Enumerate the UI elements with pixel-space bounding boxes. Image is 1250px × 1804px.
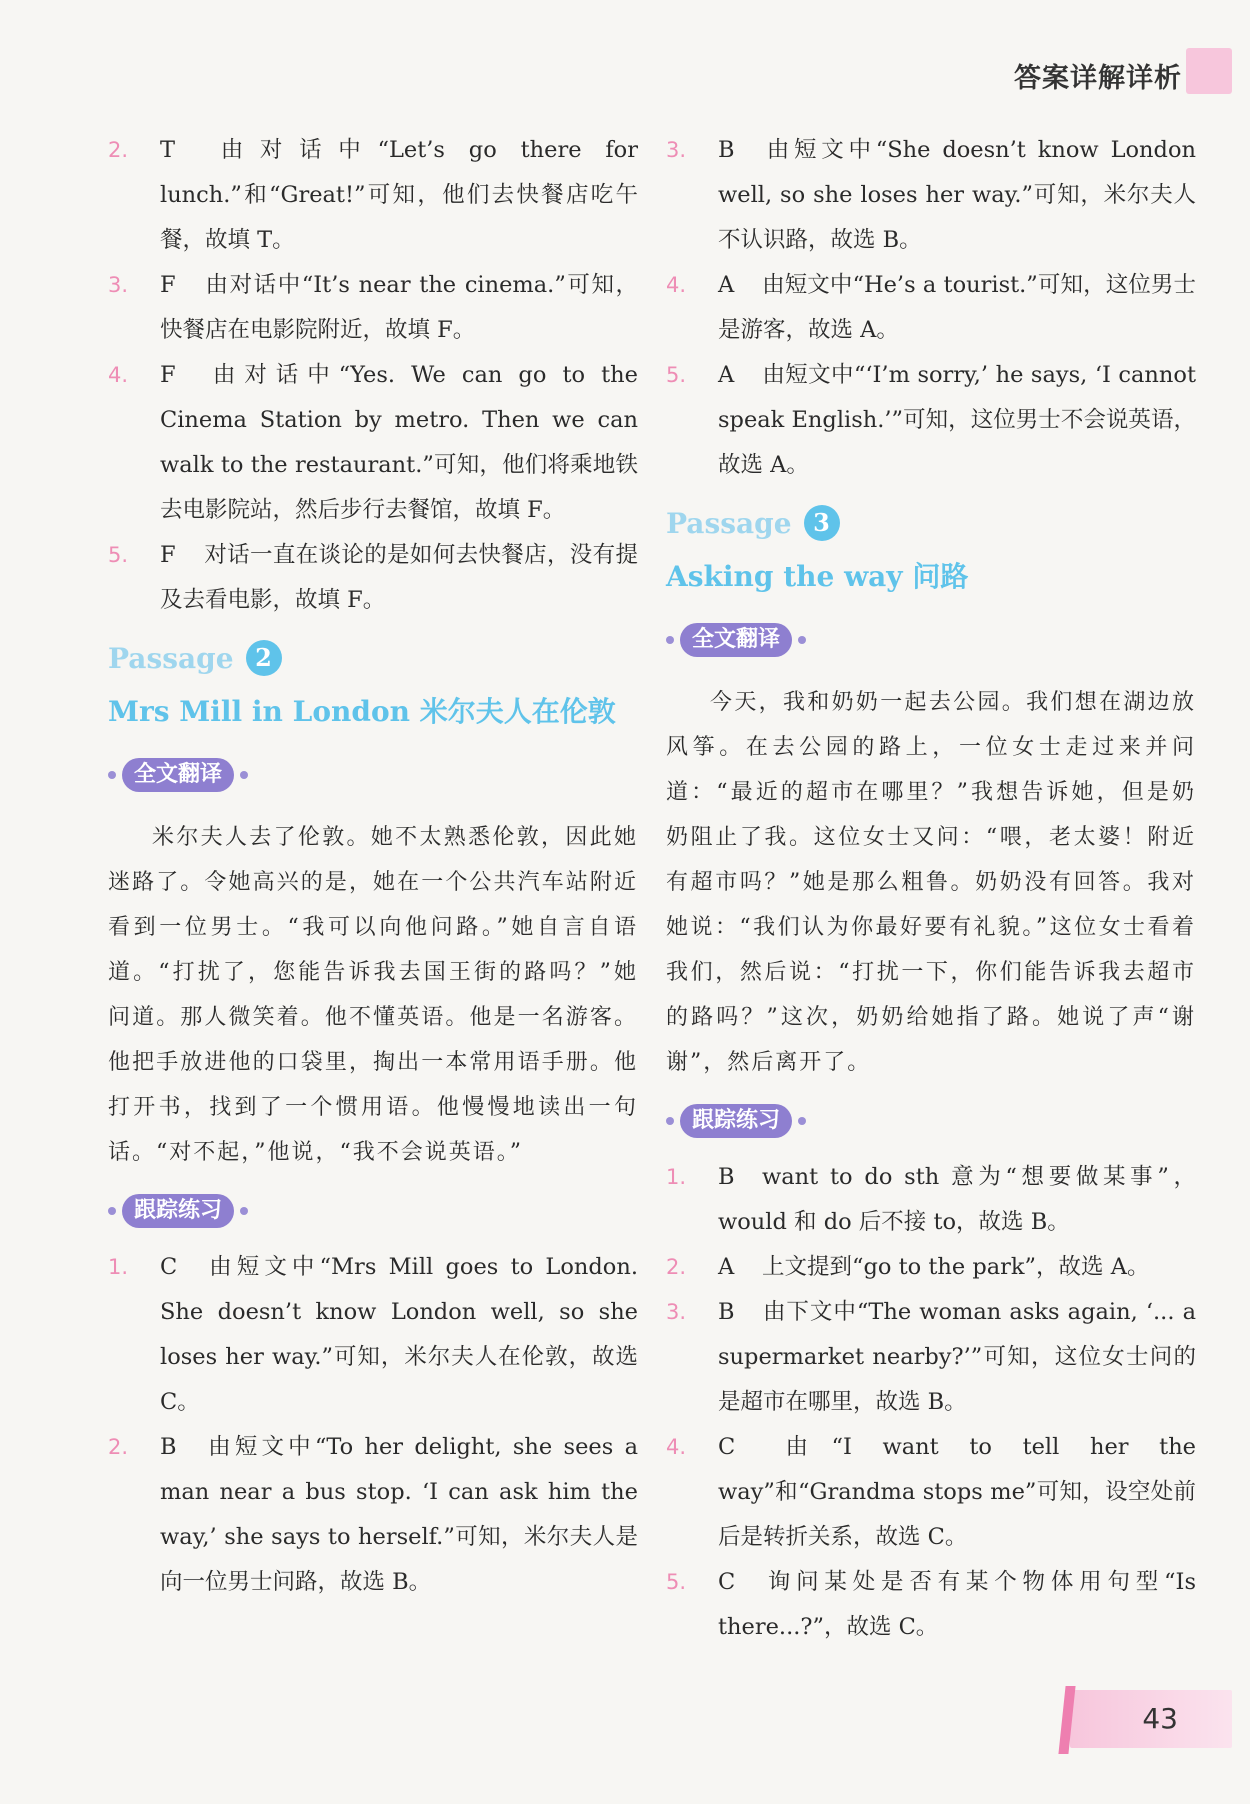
answer-item: 4. F 由对话中“Yes. We can go to the Cinema Station by metro. Then we can walk to the restaurant.”可知，他们将乘地铁去电影院站，然后步行去餐馆，故填 F。	[108, 362, 638, 523]
left-column	[108, 128, 638, 1605]
answer-item: 3. B 由下文中“The woman asks again, ‘... a supermarket nearby?’”可知，这位女士问的是超市在哪里，故选 B。	[666, 1299, 1196, 1415]
answer-item: 2. T 由对话中“Let’s go there for lunch.”和“Great!”可知，他们去快餐店吃午餐，故填 T。	[108, 137, 638, 253]
answer-item: 3. F 由对话中“It’s near the cinema.”可知，快餐店在电影院附近，故填 F。	[108, 272, 638, 343]
passage-heading: Passage 3	[666, 496, 1196, 550]
page-number: 43	[1142, 1702, 1178, 1735]
dot-icon	[240, 771, 248, 779]
answer-item: 5. C 询问某处是否有某个物体用句型“Is there...?”，故选 C。	[666, 1569, 1196, 1640]
dot-icon	[666, 1117, 674, 1125]
answer-item: 1. C 由短文中“Mrs Mill goes to London. She doesn’t know London well, so she loses her way.”可知，米尔夫人在伦敦，故选 C。	[108, 1254, 638, 1415]
answer-item: 4. C 由“I want to tell her the way”和“Grandma stops me”可知，设空处前后是转折关系，故选 C。	[666, 1434, 1196, 1550]
section-tag-translation: 全文翻译	[108, 755, 638, 795]
section-tag-practice: 跟踪练习	[666, 1101, 1196, 1141]
translation-paragraph: 米尔夫人去了伦敦。她不太熟悉伦敦，因此她迷路了。令她高兴的是，她在一个公共汽车站附近看到一位男士。“我可以向他问路。”她自言自语道。“打扰了，您能告诉我去国王街的路吗？”她问道。那人微笑着。他不懂英语。他是一名游客。他把手放进他的口袋里，掏出一本常用语手册。他打开书，找到了一个惯用语。他慢慢地读出一句话。“对不起，”他说，“我不会说英语。”	[108, 825, 638, 1165]
right-column	[666, 128, 1196, 1650]
answer-item: 1. B want to do sth 意为“想要做某事”，would 和 do 后不接 to，故选 B。	[666, 1164, 1196, 1235]
header-title: 答案详解详析	[1014, 63, 1182, 94]
answer-item: 5. A 由短文中“‘I’m sorry,’ he says, ‘I cannot speak English.’”可知，这位男士不会说英语，故选 A。	[666, 362, 1196, 478]
answer-item: 2. A 上文提到“go to the park”，故选 A。	[666, 1254, 1150, 1280]
dot-icon	[108, 1207, 116, 1215]
answer-item: 5. F 对话一直在谈论的是如何去快餐店，没有提及去看电影，故填 F。	[108, 542, 638, 613]
dot-icon	[108, 771, 116, 779]
passage-number-badge: 3	[804, 505, 840, 541]
dot-icon	[798, 1117, 806, 1125]
section-tag-translation: 全文翻译	[666, 620, 1196, 660]
dot-icon	[240, 1207, 248, 1215]
translation-paragraph: 今天，我和奶奶一起去公园。我们想在湖边放风筝。在去公园的路上，一位女士走过来并问道：“最近的超市在哪里？”我想告诉她，但是奶奶阻止了我。这位女士又问：“喂，老太婆！附近有超市吗？”她是那么粗鲁。奶奶没有回答。我对她说：“我们认为你最好要有礼貌。”这位女士看着我们，然后说：“打扰一下，你们能告诉我去超市的路吗？”这次，奶奶给她指了路。她说了声“谢谢”，然后离开了。	[666, 690, 1196, 1075]
passage-title: Asking the way 问路	[666, 560, 969, 593]
answer-item: 3. B 由短文中“She doesn’t know London well, so she loses her way.”可知，米尔夫人不认识路，故选 B。	[666, 137, 1196, 253]
passage-number-badge: 2	[246, 640, 282, 676]
answer-item: 2. B 由短文中“To her delight, she sees a man near a bus stop. ‘I can ask him the way,’ she says to herself.”可知，米尔夫人是向一位男士问路，故选 B。	[108, 1434, 638, 1595]
passage-heading: Passage 2	[108, 631, 638, 685]
answer-item: 4. A 由短文中“He’s a tourist.”可知，这位男士是游客，故选 A。	[666, 272, 1196, 343]
header-tab-decoration	[1186, 48, 1232, 94]
dot-icon	[798, 636, 806, 644]
passage-title: Mrs Mill in London 米尔夫人在伦敦	[108, 695, 616, 728]
section-tag-practice: 跟踪练习	[108, 1191, 638, 1231]
dot-icon	[666, 636, 674, 644]
